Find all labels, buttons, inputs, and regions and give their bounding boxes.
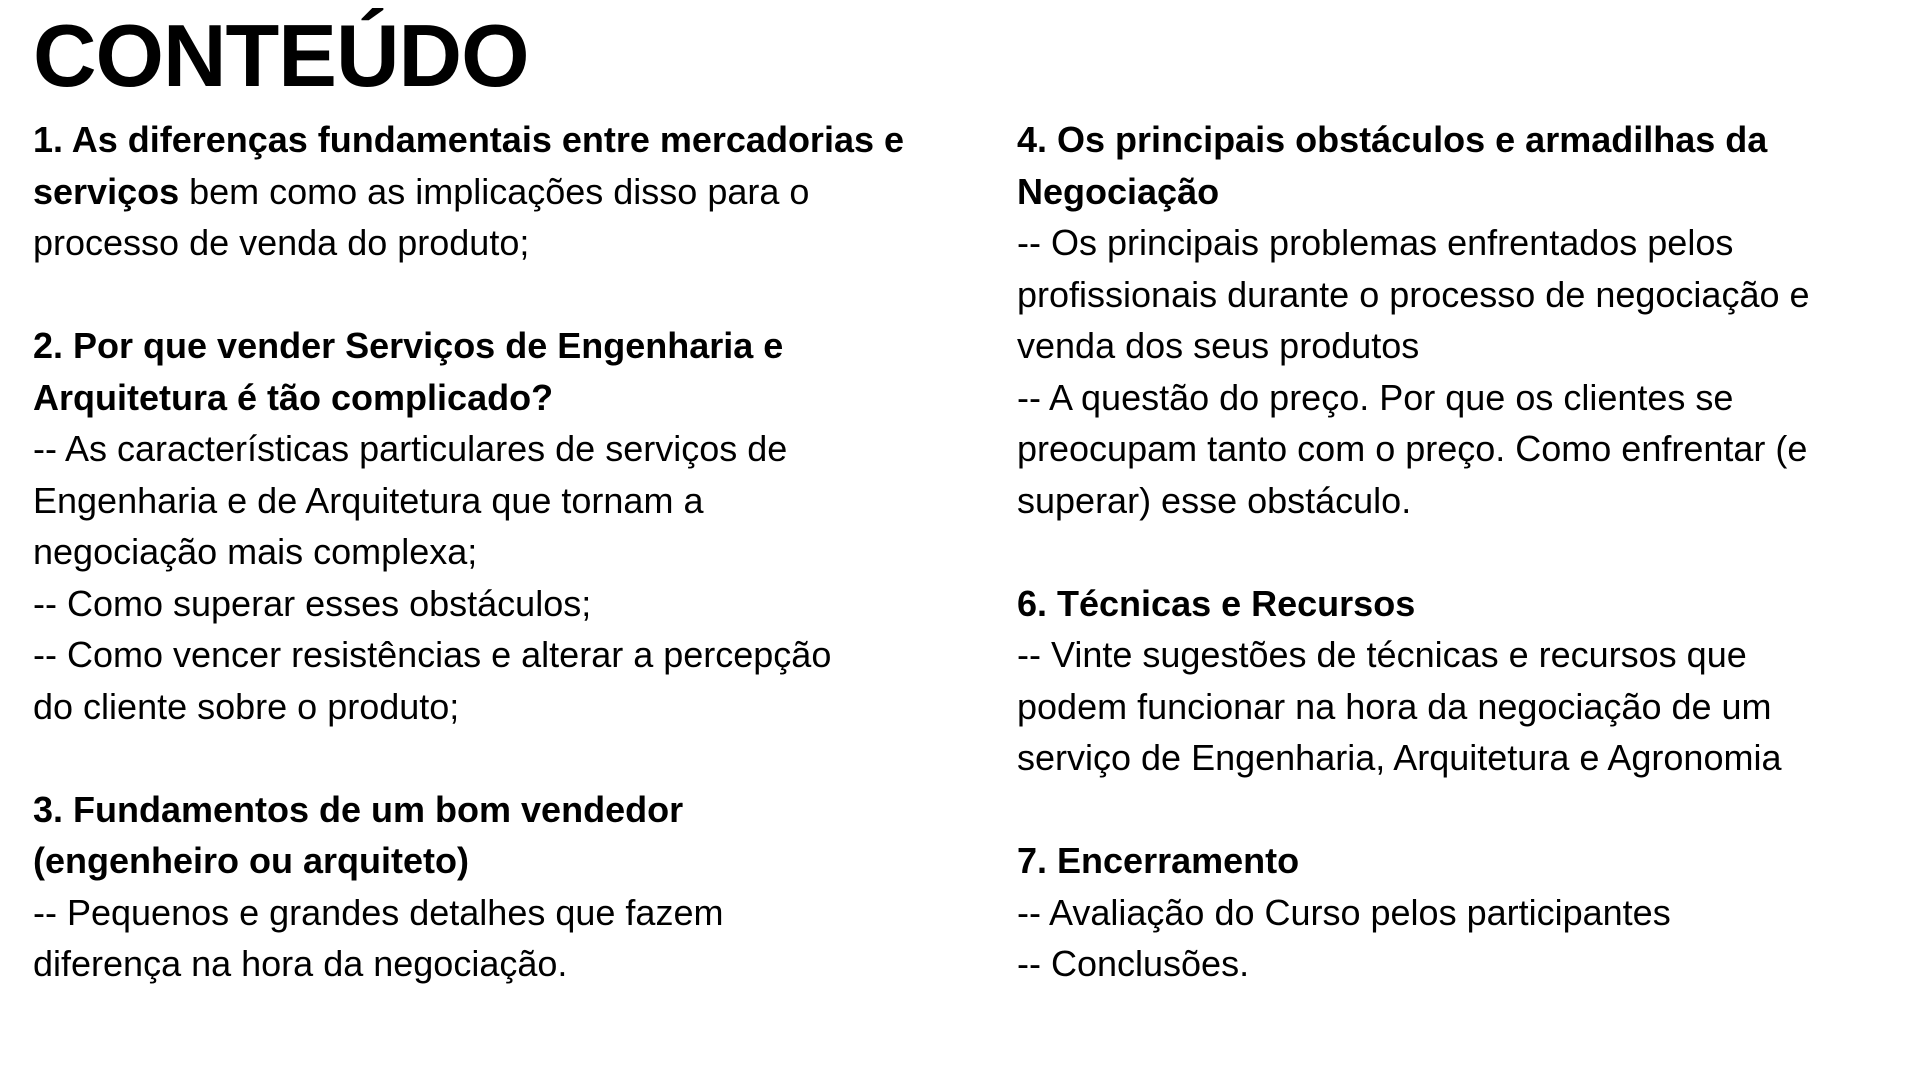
section-4 — [1017, 114, 1917, 526]
section-2-text-line: Engenharia e de Arquitetura que tornam a — [33, 479, 704, 521]
page-title: CONTEÚDO — [33, 6, 529, 105]
section-3-text-line: -- Pequenos e grandes detalhes que fazem — [33, 891, 724, 933]
section-1-line-2 — [33, 166, 993, 218]
section-4-heading-line-1: 4. Os principais obstáculos e armadilhas da — [1017, 119, 1768, 160]
section-2-text-line: -- Como superar esses obstáculos; — [33, 582, 592, 624]
section-1-line-2-text: bem como as implicações disso para o — [179, 170, 810, 212]
section-2-text-line: -- Como vencer resistências e alterar a percepção — [33, 634, 832, 675]
section-7-text-line: -- Conclusões. — [1017, 943, 1250, 984]
section-4-text-line: profissionais durante o processo de negociação e — [1017, 273, 1810, 315]
section-2 — [33, 320, 993, 732]
section-3-text-line: diferença na hora da negociação. — [33, 943, 568, 984]
section-1-heading-line-1: 1. As diferenças fundamentais entre mercadorias e — [33, 119, 905, 160]
section-2-text-line: -- As características particulares de serviços de — [33, 428, 788, 469]
section-4-text-line: -- Os principais problemas enfrentados pelos — [1017, 222, 1734, 263]
section-7-heading: 7. Encerramento — [1017, 840, 1300, 881]
section-1 — [33, 114, 993, 269]
section-6-text-line: -- Vinte sugestões de técnicas e recursos que — [1017, 634, 1747, 675]
section-1-line-3: processo de venda do produto; — [33, 222, 530, 263]
section-6-text-line: serviço de Engenharia, Arquitetura e Agronomia — [1017, 737, 1782, 778]
section-6-text-line: podem funcionar na hora da negociação de um — [1017, 685, 1772, 727]
section-3-heading-line-1: 3. Fundamentos de um bom vendedor — [33, 788, 684, 830]
section-2-text-line: negociação mais complexa; — [33, 531, 478, 572]
section-7 — [1017, 835, 1917, 990]
section-4-text-line: venda dos seus produtos — [1017, 325, 1420, 366]
section-7-text-line: -- Avaliação do Curso pelos participantes — [1017, 891, 1671, 933]
section-4-text-line: superar) esse obstáculo. — [1017, 479, 1412, 521]
section-4-text-line: -- A questão do preço. Por que os clientes se — [1017, 376, 1734, 418]
section-1-bold-word: serviços — [33, 170, 180, 212]
section-2-text-line: do cliente sobre o produto; — [33, 685, 460, 727]
section-2-heading-line-1: 2. Por que vender Serviços de Engenharia e — [33, 325, 784, 366]
section-6 — [1017, 578, 1917, 784]
section-4-text-line: preocupam tanto com o preço. Como enfrentar (e — [1017, 428, 1808, 469]
section-4-heading-line-2: Negociação — [1017, 170, 1220, 212]
left-column — [33, 114, 993, 990]
section-3 — [33, 784, 993, 990]
section-2-heading-line-2: Arquitetura é tão complicado? — [33, 376, 554, 418]
section-6-heading: 6. Técnicas e Recursos — [1017, 582, 1416, 624]
right-column — [1017, 114, 1917, 990]
section-3-heading-line-2: (engenheiro ou arquiteto) — [33, 840, 469, 881]
